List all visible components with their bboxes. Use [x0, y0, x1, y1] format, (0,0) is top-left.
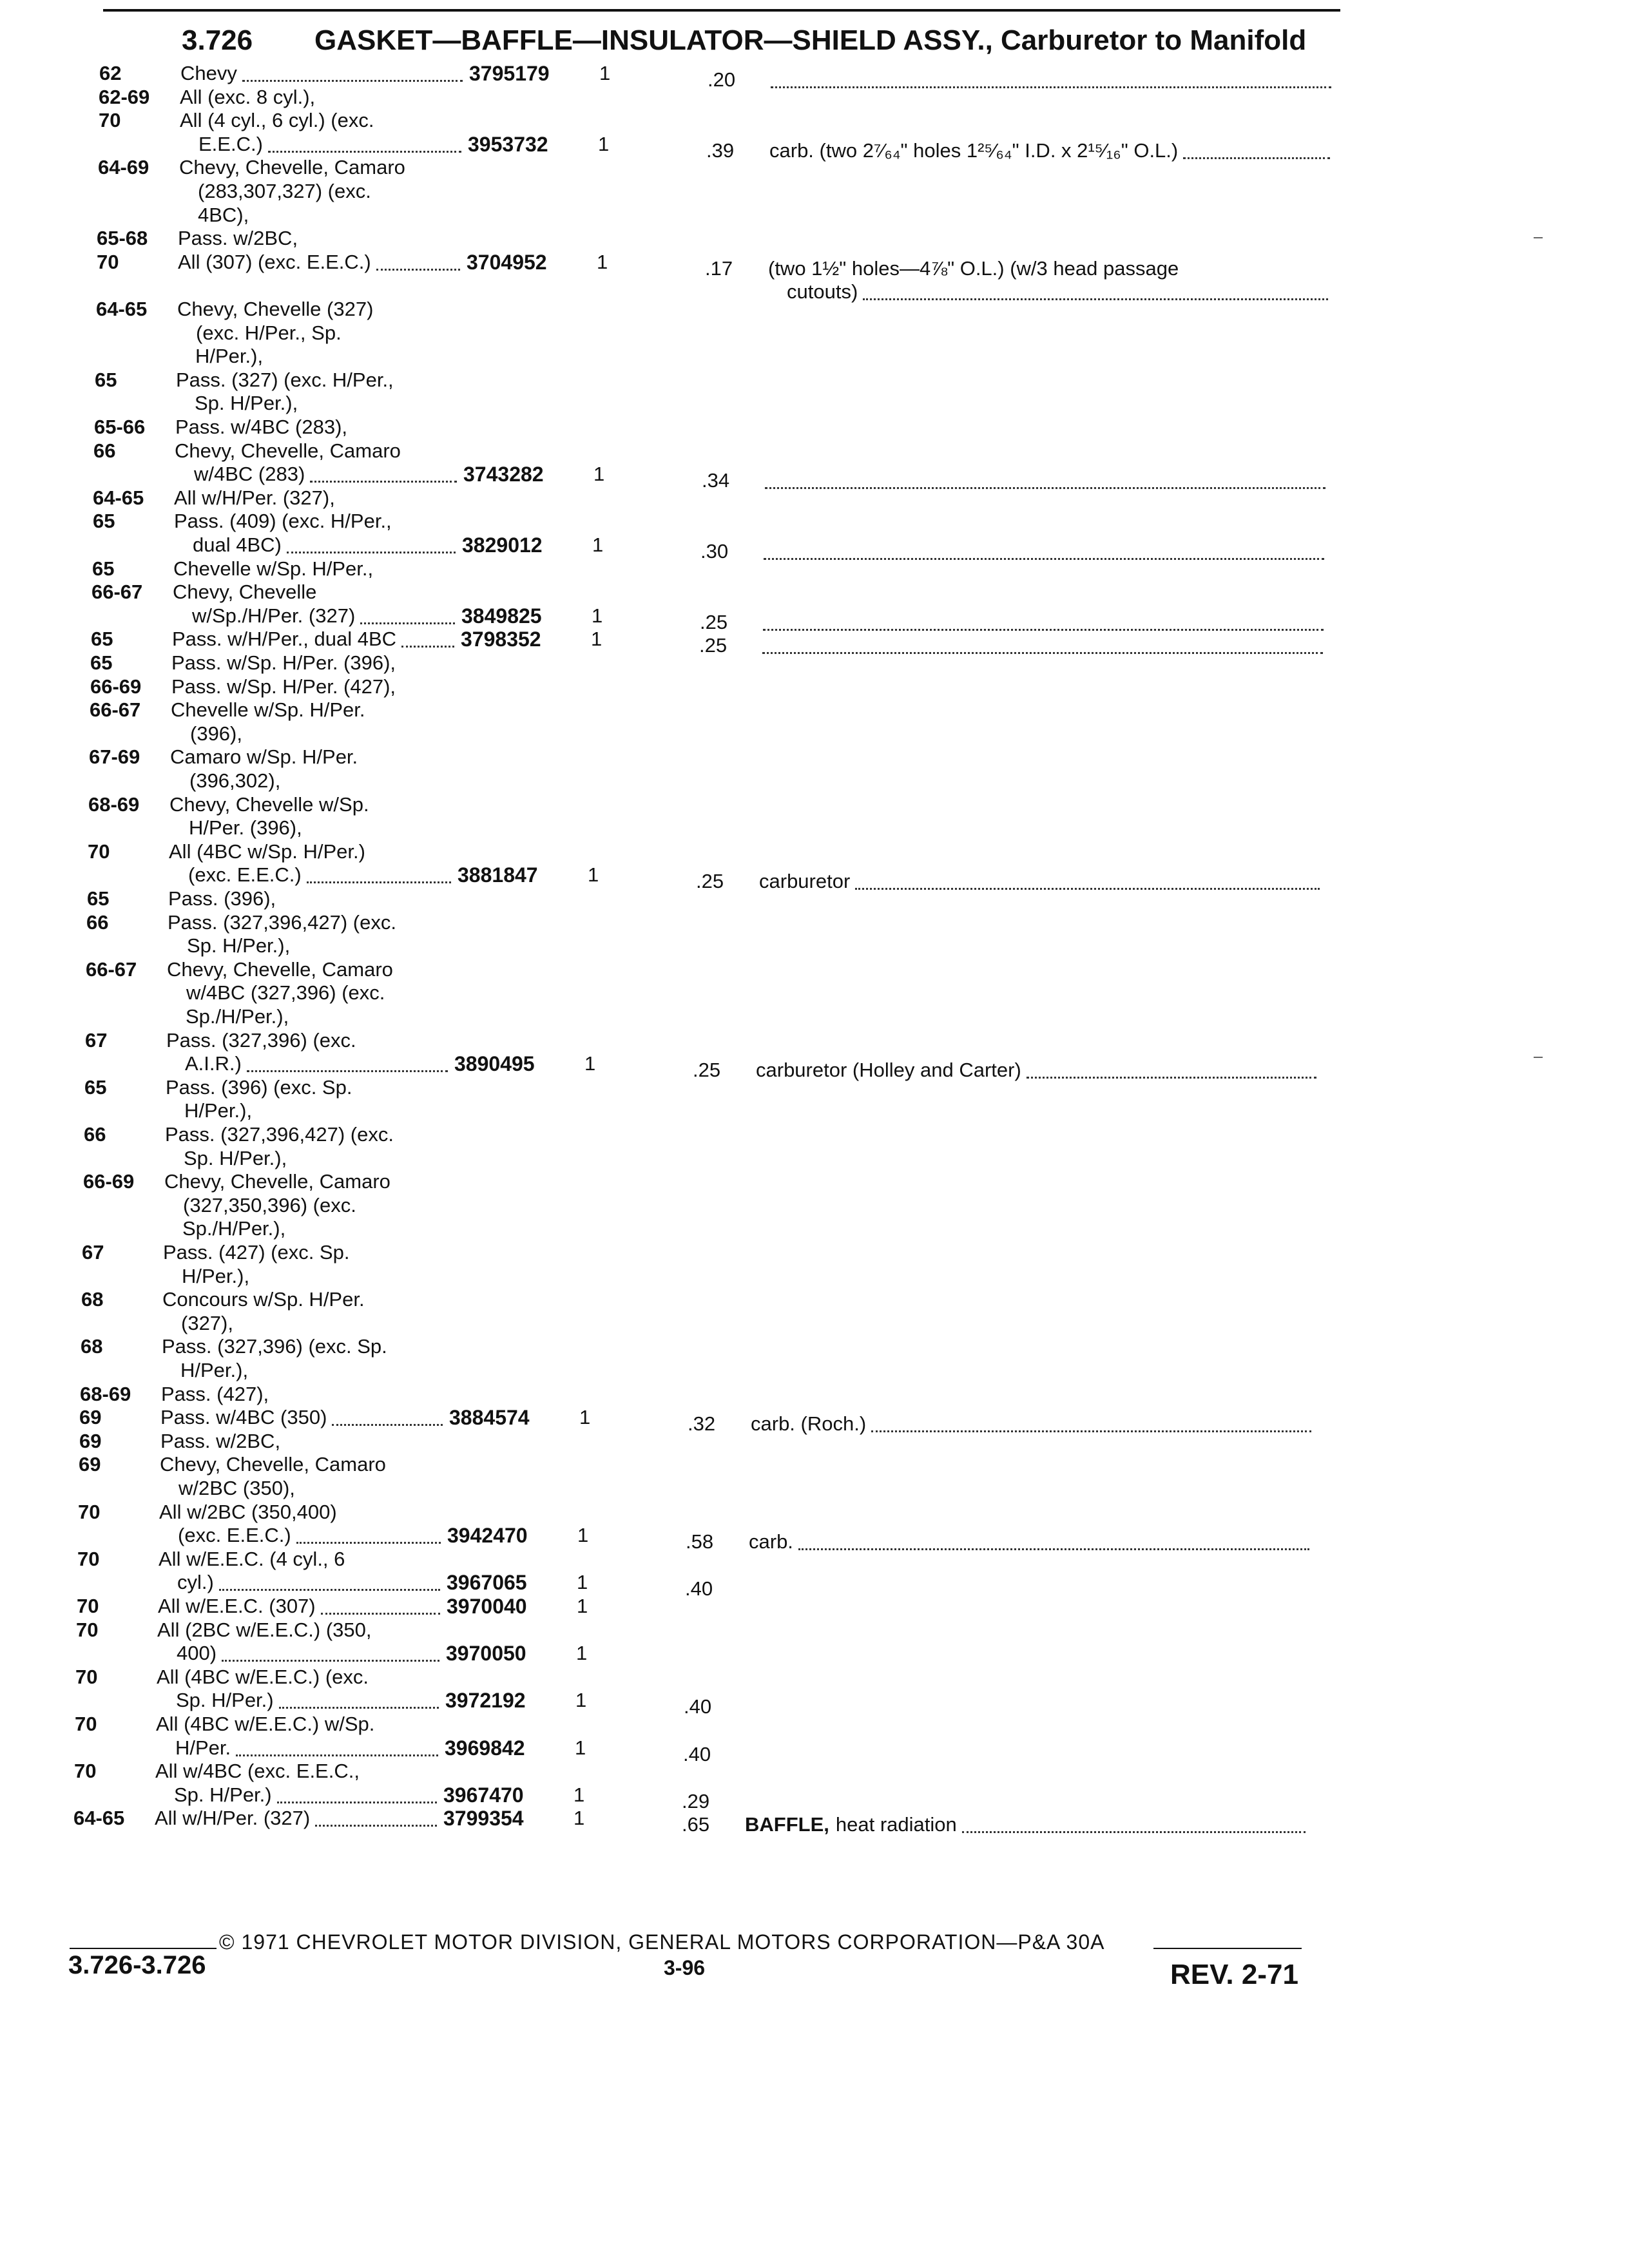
application-text: All w/4BC (exc. E.E.C., — [155, 1760, 360, 1782]
model-year: 68-69 — [80, 1383, 131, 1405]
application-text: (exc. H/Per., Sp. — [196, 322, 342, 344]
application-text: A.I.R.) — [185, 1052, 242, 1075]
application-text: Pass. (427) (exc. Sp. — [163, 1241, 350, 1264]
quantity: 1 — [574, 1783, 585, 1806]
price: .34 — [702, 469, 730, 492]
model-year: 68 — [81, 1288, 104, 1311]
model-year: 65 — [91, 628, 113, 650]
model-year: 70 — [74, 1760, 97, 1782]
model-year: 70 — [97, 251, 119, 273]
application-text: Chevy, Chevelle, Camaro — [175, 439, 401, 462]
price: .40 — [685, 1577, 713, 1600]
application-text: Pass. w/Sp. H/Per. (396), — [171, 651, 396, 674]
quantity: 1 — [597, 251, 608, 273]
footer-rule-left — [70, 1948, 217, 1949]
application-text: (327), — [181, 1312, 233, 1334]
application-text: Chevy, Chevelle (327) — [177, 298, 374, 320]
margin-tick — [1534, 1057, 1543, 1058]
model-year: 68-69 — [88, 793, 140, 816]
part-number: 3970040 — [447, 1595, 527, 1618]
application-text: Sp. H/Per.), — [195, 392, 298, 414]
model-year: 64-65 — [73, 1807, 125, 1829]
quantity: 1 — [592, 533, 604, 556]
leader-dots — [332, 1424, 443, 1426]
margin-tick — [1534, 237, 1543, 238]
application-text: Pass. w/Sp. H/Per. (427), — [171, 675, 396, 698]
quantity: 1 — [576, 1642, 588, 1664]
application-text: Pass. w/2BC, — [178, 227, 298, 249]
leader-dots — [315, 1825, 437, 1827]
application-text: Pass. w/2BC, — [160, 1430, 281, 1452]
model-year: 70 — [75, 1713, 97, 1735]
model-year: 67 — [82, 1241, 104, 1264]
footer-rule-right — [1153, 1948, 1302, 1949]
price: .39 — [706, 139, 735, 162]
application-text: All w/E.E.C. (4 cyl., 6 — [159, 1548, 345, 1570]
quantity: 1 — [577, 1595, 588, 1617]
model-year: 64-65 — [96, 298, 148, 320]
leader-dots — [287, 552, 456, 553]
leader-dots — [296, 1542, 441, 1544]
part-description: cutouts) — [787, 280, 858, 303]
model-year: 66-67 — [90, 698, 141, 721]
quantity: 1 — [577, 1524, 589, 1546]
model-year: 70 — [76, 1619, 99, 1641]
model-year: 66 — [86, 911, 109, 934]
application-text: Pass. w/H/Per., dual 4BC — [172, 628, 397, 650]
quantity: 1 — [574, 1807, 585, 1829]
leader-dots — [277, 1802, 437, 1803]
application-text: H/Per.), — [180, 1359, 249, 1381]
model-year: 65 — [93, 510, 115, 532]
application-text: All (2BC w/E.E.C.) (350, — [157, 1619, 372, 1641]
application-text: 400) — [177, 1642, 217, 1664]
section-title: GASKET—BAFFLE—INSULATOR—SHIELD ASSY., Carburetor to Manifold — [314, 24, 1307, 56]
model-year: 66-69 — [90, 675, 142, 698]
application-text: 4BC), — [198, 204, 249, 226]
quantity: 1 — [579, 1406, 591, 1428]
application-text: E.E.C.) — [198, 133, 263, 155]
model-year: 69 — [79, 1430, 102, 1452]
price: .17 — [705, 257, 733, 280]
application-text: (exc. E.E.C.) — [188, 863, 302, 886]
application-text: All (307) (exc. E.E.C.) — [178, 251, 371, 273]
model-year: 70 — [88, 840, 110, 863]
application-text: All (4BC w/E.E.C.) w/Sp. — [156, 1713, 375, 1735]
section-number: 3.726 — [182, 24, 253, 56]
description-dots — [1183, 157, 1330, 159]
application-text: H/Per.), — [184, 1099, 253, 1122]
part-description: carb. — [749, 1530, 793, 1553]
part-number: 3829012 — [462, 533, 543, 557]
leader-dots — [360, 622, 455, 624]
application-text: w/4BC (283) — [194, 463, 305, 485]
quantity: 1 — [599, 62, 611, 84]
application-text: Pass. (396), — [168, 887, 276, 910]
part-number: 3881847 — [458, 863, 538, 887]
description-dots — [863, 298, 1328, 300]
quantity: 1 — [588, 863, 599, 886]
model-year: 66-69 — [83, 1170, 135, 1193]
model-year: 70 — [75, 1666, 98, 1688]
part-number: 3849825 — [461, 604, 542, 628]
description-dots — [765, 487, 1325, 489]
price: .40 — [683, 1743, 711, 1765]
leader-dots — [268, 151, 461, 153]
application-text: Pass. (327) (exc. H/Per., — [176, 369, 394, 391]
description-heading: BAFFLE, — [745, 1813, 829, 1836]
model-year: 65 — [84, 1076, 107, 1099]
application-text: (396,302), — [189, 769, 281, 792]
application-text: Camaro w/Sp. H/Per. — [170, 745, 358, 768]
part-number: 3798352 — [461, 628, 541, 651]
application-text: Chevy, Chevelle — [173, 581, 317, 603]
application-text: Chevy — [180, 62, 237, 84]
description-dots — [798, 1548, 1309, 1550]
application-text: (327,350,396) (exc. — [183, 1194, 356, 1216]
application-text: Pass. (327,396) (exc. Sp. — [162, 1335, 387, 1358]
leader-dots — [222, 1660, 439, 1662]
part-number: 3799354 — [443, 1807, 524, 1830]
part-number: 3704952 — [467, 251, 547, 274]
quantity: 1 — [598, 133, 610, 155]
top-rule — [103, 9, 1340, 12]
quantity: 1 — [593, 463, 605, 485]
description-dots — [762, 652, 1323, 654]
application-text: Chevy, Chevelle, Camaro — [164, 1170, 390, 1193]
model-year: 66-67 — [86, 958, 137, 981]
price: .25 — [699, 634, 728, 657]
leader-dots — [321, 1613, 440, 1615]
part-description: heat radiation — [835, 1813, 957, 1836]
footer-revision: REV. 2-71 — [1170, 1959, 1298, 1990]
model-year: 70 — [77, 1548, 100, 1570]
application-text: Pass. (427), — [161, 1383, 269, 1405]
quantity: 1 — [592, 604, 603, 627]
model-year: 70 — [77, 1595, 99, 1617]
application-text: Pass. (327,396,427) (exc. — [165, 1123, 394, 1146]
quantity: 1 — [591, 628, 602, 650]
footer-page-number: 3-96 — [664, 1956, 706, 1979]
application-text: (396), — [190, 722, 242, 745]
application-text: dual 4BC) — [193, 533, 282, 556]
quantity: 1 — [584, 1052, 596, 1075]
application-text: (exc. E.E.C.) — [178, 1524, 291, 1546]
application-text: Sp. H/Per.) — [176, 1689, 274, 1711]
model-year: 64-69 — [98, 156, 149, 178]
application-text: w/Sp./H/Per. (327) — [192, 604, 356, 627]
price: .29 — [682, 1790, 710, 1812]
application-text: Pass. (327,396,427) (exc. — [168, 911, 396, 934]
model-year: 65 — [90, 651, 113, 674]
application-text: H/Per.), — [182, 1265, 250, 1287]
leader-dots — [279, 1707, 439, 1709]
application-text: Chevelle w/Sp. H/Per., — [173, 557, 374, 580]
application-text: H/Per. — [175, 1736, 231, 1759]
application-text: Sp./H/Per.), — [186, 1005, 289, 1028]
part-number: 3970050 — [446, 1642, 526, 1665]
part-description: carburetor (Holley and Carter) — [756, 1059, 1021, 1081]
application-text: All (exc. 8 cyl.), — [180, 86, 316, 108]
model-year: 67-69 — [89, 745, 140, 768]
part-number: 3969842 — [445, 1736, 525, 1760]
application-text: All w/H/Per. (327) — [155, 1807, 311, 1829]
footer-section-range: 3.726-3.726 — [68, 1951, 206, 1979]
part-number: 3890495 — [454, 1052, 535, 1075]
application-text: Chevy, Chevelle, Camaro — [160, 1453, 386, 1475]
leader-dots — [376, 269, 460, 271]
application-text: All w/H/Per. (327), — [174, 486, 335, 509]
application-text: Chevy, Chevelle, Camaro — [179, 156, 405, 178]
application-text: Pass. w/4BC (350) — [160, 1406, 327, 1428]
leader-dots — [236, 1754, 438, 1756]
part-description: carb. (two 2⁷⁄₆₄" holes 1²⁵⁄₆₄" I.D. x 2¹⁵⁄₁₆" O.L.) — [769, 139, 1179, 162]
application-text: All (4 cyl., 6 cyl.) (exc. — [180, 109, 374, 131]
model-year: 70 — [78, 1501, 101, 1523]
model-year: 65-66 — [94, 416, 146, 438]
part-number: 3743282 — [463, 463, 544, 486]
description-dots — [763, 629, 1324, 631]
model-year: 66-67 — [92, 581, 143, 603]
application-text: Chevy, Chevelle, Camaro — [167, 958, 393, 981]
application-text: Pass. (327,396) (exc. — [166, 1029, 356, 1052]
price: .32 — [688, 1412, 716, 1435]
application-text: Sp. H/Per.), — [187, 934, 291, 957]
part-description: (two 1½" holes—4⅞" O.L.) (w/3 head passage — [768, 257, 1179, 280]
price: .30 — [700, 540, 729, 562]
application-text: All w/2BC (350,400) — [159, 1501, 337, 1523]
price: .25 — [693, 1059, 721, 1081]
price: .65 — [682, 1813, 710, 1836]
part-description: carb. (Roch.) — [751, 1412, 867, 1435]
description-dots — [855, 888, 1320, 890]
model-year: 65 — [87, 887, 110, 910]
quantity: 1 — [577, 1571, 588, 1593]
description-dots — [771, 86, 1331, 88]
leader-dots — [310, 481, 457, 483]
application-text: H/Per.), — [195, 345, 264, 367]
model-year: 70 — [99, 109, 121, 131]
leader-dots — [242, 80, 463, 82]
copyright-line: © 1971 CHEVROLET MOTOR DIVISION, GENERAL MOTORS CORPORATION—P&A 30A — [219, 1930, 1105, 1954]
quantity: 1 — [575, 1689, 587, 1711]
application-text: cyl.) — [177, 1571, 214, 1593]
leader-dots — [247, 1070, 448, 1072]
part-number: 3967065 — [447, 1571, 527, 1594]
description-dots — [764, 558, 1324, 560]
application-text: Pass. w/4BC (283), — [175, 416, 348, 438]
application-text: Concours w/Sp. H/Per. — [162, 1288, 365, 1311]
application-text: Sp. H/Per.), — [184, 1147, 287, 1169]
model-year: 69 — [79, 1453, 101, 1475]
application-text: H/Per. (396), — [189, 816, 302, 839]
model-year: 65 — [92, 557, 115, 580]
application-text: Chevelle w/Sp. H/Per. — [171, 698, 365, 721]
description-dots — [962, 1831, 1306, 1833]
application-text: All (4BC w/E.E.C.) (exc. — [157, 1666, 369, 1688]
leader-dots — [307, 881, 451, 883]
price: .20 — [708, 68, 736, 91]
model-year: 62-69 — [99, 86, 150, 108]
part-number: 3795179 — [469, 62, 550, 85]
application-text: w/4BC (327,396) (exc. — [186, 981, 385, 1004]
application-text: All w/E.E.C. (307) — [158, 1595, 316, 1617]
part-number: 3967470 — [443, 1783, 524, 1807]
model-year: 64-65 — [93, 486, 144, 509]
part-number: 3884574 — [449, 1406, 530, 1429]
model-year: 66 — [93, 439, 116, 462]
part-description: carburetor — [759, 870, 851, 892]
model-year: 67 — [85, 1029, 108, 1052]
price: .58 — [686, 1530, 714, 1553]
application-text: Pass. (396) (exc. Sp. — [166, 1076, 352, 1099]
application-text: Chevy, Chevelle w/Sp. — [169, 793, 369, 816]
application-text: Sp. H/Per.) — [174, 1783, 272, 1806]
price: .25 — [700, 611, 728, 633]
quantity: 1 — [575, 1736, 586, 1759]
part-number: 3942470 — [447, 1524, 528, 1547]
model-year: 69 — [79, 1406, 102, 1428]
description-dots — [1027, 1077, 1316, 1079]
model-year: 66 — [84, 1123, 106, 1146]
application-text: Pass. (409) (exc. H/Per., — [174, 510, 392, 532]
application-text: Sp./H/Per.), — [182, 1217, 286, 1240]
application-text: (283,307,327) (exc. — [198, 180, 371, 202]
model-year: 65-68 — [97, 227, 148, 249]
description-dots — [871, 1430, 1311, 1432]
model-year: 62 — [99, 62, 122, 84]
price: .40 — [684, 1695, 712, 1718]
model-year: 68 — [81, 1335, 103, 1358]
application-text: w/2BC (350), — [178, 1477, 295, 1499]
leader-dots — [219, 1589, 440, 1591]
part-number: 3972192 — [445, 1689, 526, 1712]
part-number: 3953732 — [468, 133, 548, 156]
price: .25 — [696, 870, 724, 892]
application-text: All (4BC w/Sp. H/Per.) — [169, 840, 365, 863]
model-year: 65 — [95, 369, 117, 391]
leader-dots — [401, 646, 454, 648]
